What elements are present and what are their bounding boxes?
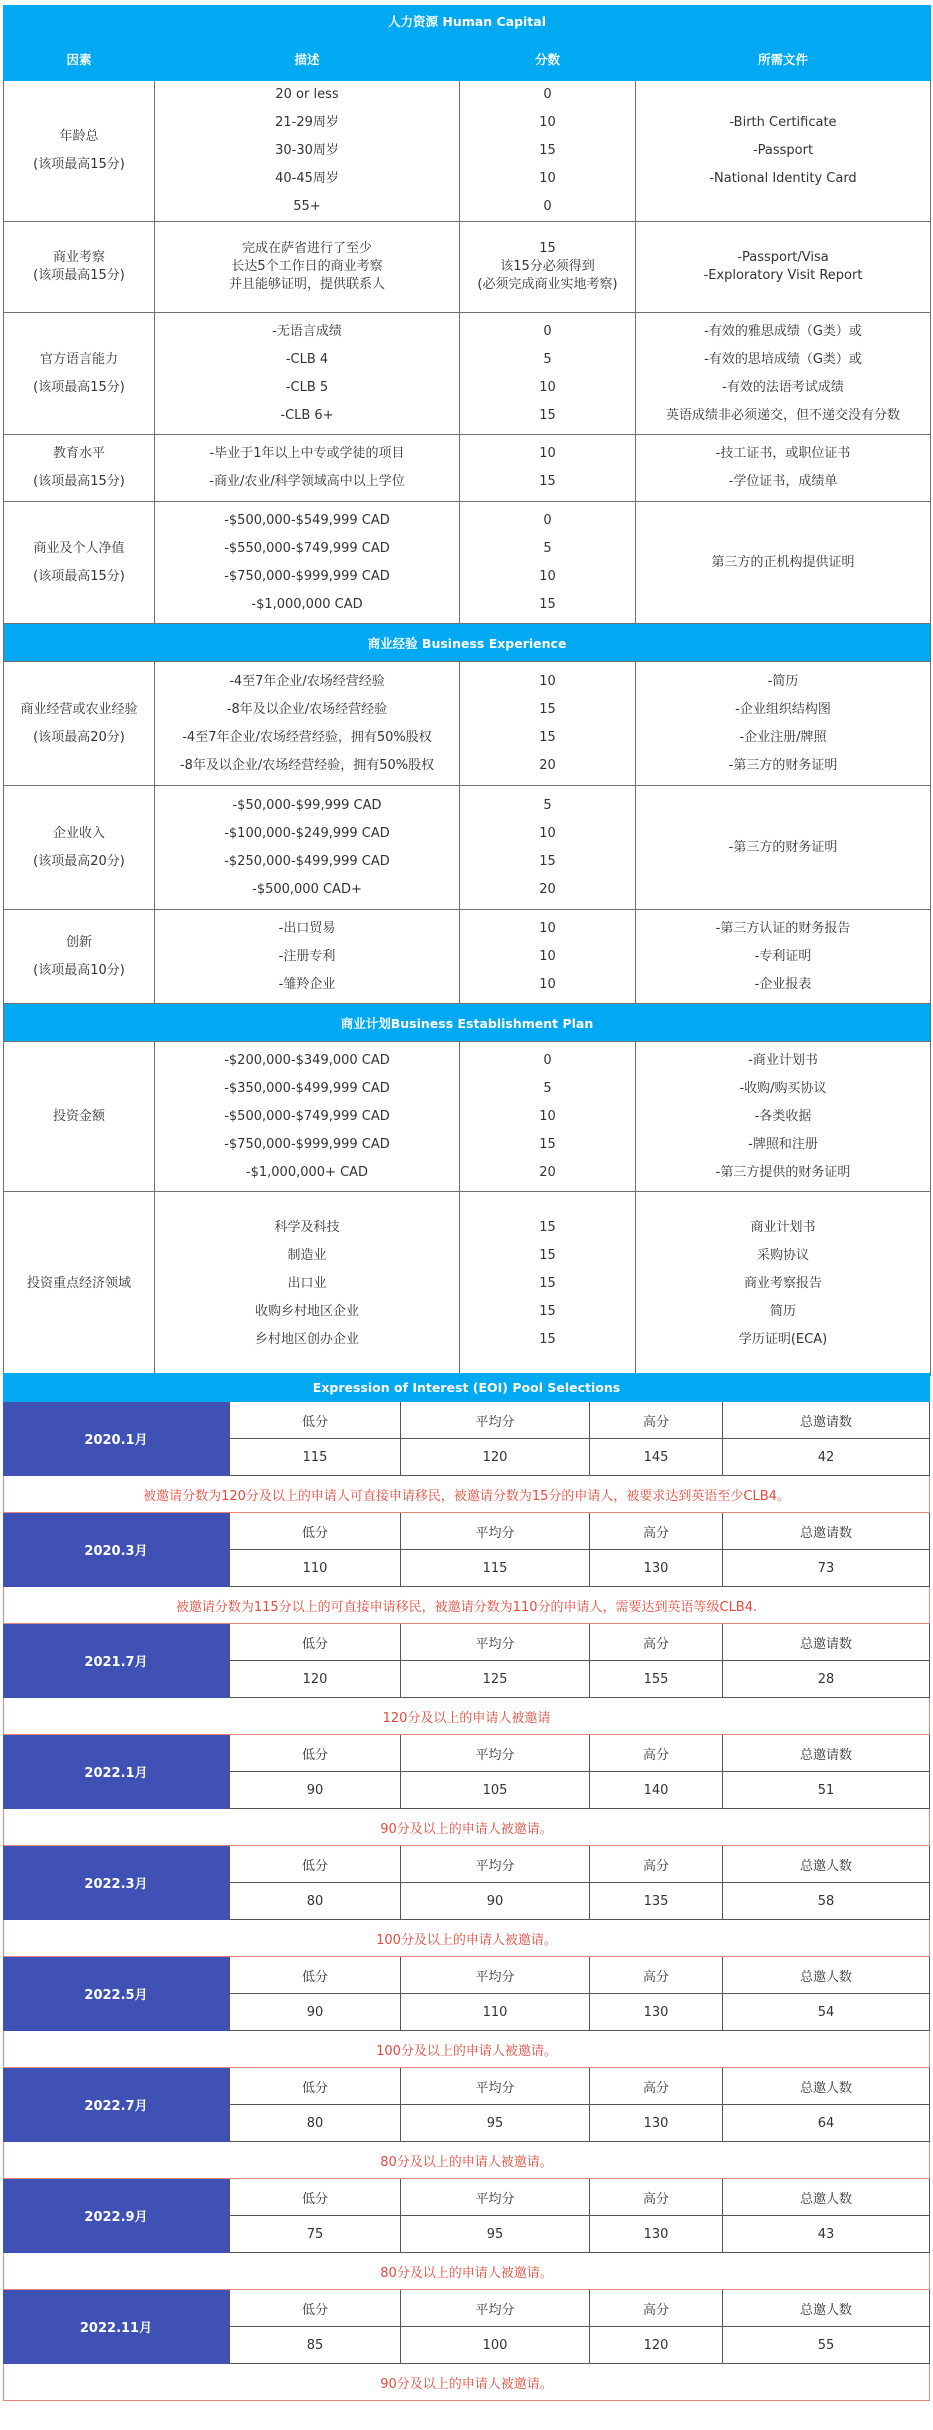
cell-line: -$500,000-$749,999 CAD (224, 1108, 390, 1124)
score-cell (460, 662, 636, 786)
description-cell (155, 662, 460, 786)
cell-line: 15 (539, 241, 556, 256)
round-note: 90分及以上的申请人被邀请。 (3, 2364, 930, 2401)
cell-line: -有效的思培成绩（G类）或 (704, 351, 862, 367)
stat-value: 125 (400, 1661, 589, 1698)
round-note: 80分及以上的申请人被邀请。 (3, 2142, 930, 2179)
cell-line: 年龄总 (59, 129, 99, 144)
eoi-round (3, 1735, 930, 1809)
eoi-round (3, 2179, 930, 2253)
stat-label: 平均分 (400, 1624, 589, 1661)
stat-label: 高分 (589, 1957, 722, 1994)
factor-cell (4, 81, 155, 222)
cell-line: 乡村地区创办企业 (254, 1331, 359, 1347)
cell-line: 15 (539, 1247, 556, 1263)
stat-value: 145 (589, 1439, 722, 1476)
round-date: 2022.11月 (3, 2290, 229, 2364)
cell-line: 15 (539, 474, 556, 489)
table-row (4, 81, 931, 222)
round-note: 100分及以上的申请人被邀请。 (3, 1920, 930, 1957)
header-score: 分数 (460, 37, 636, 81)
documents-cell (636, 910, 931, 1004)
cell-line: (该项最高15分) (33, 568, 125, 584)
stat-label: 平均分 (400, 1735, 589, 1772)
eoi-round (3, 2290, 930, 2364)
cell-line: 创新 (65, 934, 92, 950)
cell-line: (该项最高20分) (33, 729, 125, 745)
cell-line: 5 (543, 540, 552, 556)
stat-value: 85 (229, 2327, 400, 2364)
stat-value: 155 (589, 1661, 722, 1698)
cell-line: 商业及个人净值 (33, 540, 125, 556)
cell-line: 5 (543, 797, 552, 813)
cell-line: -企业注册/牌照 (739, 729, 827, 745)
points-table (3, 5, 931, 1376)
table-row (4, 435, 931, 502)
description-cell (155, 786, 460, 910)
documents-cell (636, 1042, 931, 1192)
stat-value: 105 (400, 1772, 589, 1809)
cell-line: 商业考察 (52, 250, 105, 265)
stat-value: 90 (229, 1994, 400, 2031)
cell-line: (该项最高15分) (33, 474, 125, 489)
cell-line: -学位证书，成绩单 (728, 474, 838, 489)
cell-line: 官方语言能力 (39, 351, 118, 367)
cell-line: 商业考察报告 (744, 1275, 823, 1291)
cell-line: 20 (539, 881, 556, 897)
stat-value: 115 (229, 1439, 400, 1476)
cell-line: -毕业于1年以上中专或学徒的项目 (209, 446, 405, 461)
table-row (4, 910, 931, 1004)
score-cell (460, 435, 636, 502)
cell-line: -$50,000-$99,999 CAD (232, 797, 382, 813)
cell-line: 10 (539, 948, 556, 964)
cell-line: 10 (539, 446, 556, 461)
stat-label: 高分 (589, 1735, 722, 1772)
cell-line: 采购协议 (757, 1247, 810, 1263)
cell-line: -$550,000-$749,999 CAD (224, 540, 390, 556)
description-cell (155, 1042, 460, 1192)
round-note: 90分及以上的申请人被邀请。 (3, 1809, 930, 1846)
stat-value: 95 (400, 2105, 589, 2142)
stat-value: 95 (400, 2216, 589, 2253)
stat-value: 54 (722, 1994, 930, 2031)
cell-line: 并且能够证明，提供联系人 (228, 277, 385, 292)
round-date: 2020.3月 (3, 1513, 229, 1587)
factor-cell (4, 435, 155, 502)
section-header (4, 624, 931, 662)
cell-line: 5 (543, 351, 552, 367)
cell-line: -$250,000-$499,999 CAD (224, 853, 390, 869)
stat-value: 75 (229, 2216, 400, 2253)
documents-cell (636, 1192, 931, 1376)
stat-label: 高分 (589, 1513, 722, 1550)
cell-line: -$100,000-$249,999 CAD (224, 825, 390, 841)
documents-cell (636, 81, 931, 222)
stat-value: 100 (400, 2327, 589, 2364)
cell-line: 21-29周岁 (275, 115, 339, 130)
cell-line: -CLB 4 (285, 351, 329, 367)
header-documents: 所需文件 (636, 37, 931, 81)
stat-value: 110 (400, 1994, 589, 2031)
cell-line: -第三方提供的财务证明 (715, 1164, 851, 1180)
factor-cell (4, 502, 155, 624)
cell-line: -企业组织结构图 (735, 701, 831, 717)
stat-label: 平均分 (400, 1957, 589, 1994)
cell-line: 出口业 (287, 1275, 327, 1291)
documents-cell (636, 435, 931, 502)
cell-line: -Passport (752, 143, 814, 158)
stat-label: 低分 (229, 2068, 400, 2105)
cell-line: 收购乡村地区企业 (254, 1303, 359, 1319)
section-title: 商业计划Business Establishment Plan (4, 1004, 931, 1042)
cell-line: (该项最高10分) (33, 962, 125, 978)
stat-value: 80 (229, 2105, 400, 2142)
score-cell (460, 1042, 636, 1192)
description-cell (155, 1192, 460, 1376)
stat-label: 高分 (589, 2068, 722, 2105)
description-cell (155, 435, 460, 502)
cell-line: 20 or less (275, 87, 339, 102)
documents-cell (636, 786, 931, 910)
cell-line: -8年及以企业/农场经营经验，拥有50%股权 (179, 757, 435, 773)
cell-line: 企业收入 (52, 825, 105, 841)
cell-line: 10 (539, 825, 556, 841)
stat-value: 120 (400, 1439, 589, 1476)
cell-line: 10 (539, 673, 556, 689)
stat-value: 64 (722, 2105, 930, 2142)
factor-cell (4, 222, 155, 313)
cell-line: 教育水平 (52, 446, 105, 461)
cell-line: -$750,000-$999,999 CAD (224, 1136, 390, 1152)
cell-line: -CLB 6+ (280, 407, 334, 423)
stat-value: 130 (589, 2105, 722, 2142)
cell-line: 10 (539, 976, 556, 992)
cell-line: -$1,000,000 CAD (251, 596, 363, 612)
cell-line: 20 (539, 757, 556, 773)
cell-line: 0 (543, 512, 552, 528)
cell-line: -各类收据 (754, 1108, 812, 1124)
description-cell (155, 502, 460, 624)
eoi-round (3, 1513, 930, 1587)
cell-line: 15 (539, 729, 556, 745)
cell-line: -无语言成绩 (272, 323, 342, 339)
stat-label: 总邀人数 (722, 2179, 930, 2216)
stat-label: 低分 (229, 1846, 400, 1883)
stat-value: 90 (229, 1772, 400, 1809)
stat-label: 总邀人数 (722, 1957, 930, 1994)
stat-value: 80 (229, 1883, 400, 1920)
documents-cell (636, 662, 931, 786)
cell-line: -8年及以企业/农场经营经验 (226, 701, 388, 717)
cell-line: 英语成绩非必须递交，但不递交没有分数 (666, 407, 901, 423)
description-cell (155, 222, 460, 313)
cell-line: 5 (543, 1080, 552, 1096)
cell-line: -商业计划书 (748, 1052, 818, 1068)
stat-label: 低分 (229, 1402, 400, 1439)
cell-line: -第三方的财务证明 (728, 839, 838, 855)
cell-line: 简历 (770, 1303, 797, 1319)
cell-line: 10 (539, 1108, 556, 1124)
stat-value: 73 (722, 1550, 930, 1587)
table-row (4, 313, 931, 435)
stat-label: 高分 (589, 1846, 722, 1883)
cell-line: -有效的法语考试成绩 (722, 379, 844, 395)
cell-line: 20 (539, 1164, 556, 1180)
cell-line: 0 (543, 87, 552, 102)
cell-line: 商业经营或农业经验 (20, 701, 138, 717)
score-cell (460, 502, 636, 624)
table-row (4, 662, 931, 786)
cell-line: -$1,000,000+ CAD (245, 1164, 369, 1180)
stat-value: 130 (589, 1550, 722, 1587)
eoi-title: Expression of Interest (EOI) Pool Selections (3, 1373, 930, 1402)
cell-line: 55+ (293, 199, 321, 214)
documents-cell (636, 222, 931, 313)
stat-value: 115 (400, 1550, 589, 1587)
stat-value: 120 (229, 1661, 400, 1698)
score-cell (460, 313, 636, 435)
stat-label: 平均分 (400, 2068, 589, 2105)
section-header (4, 1004, 931, 1042)
cell-line: 该15分必须得到 (500, 259, 595, 274)
cell-line: -Passport/Visa (737, 250, 829, 265)
cell-line: 第三方的正机构提供证明 (711, 554, 855, 570)
score-cell (460, 81, 636, 222)
stat-value: 51 (722, 1772, 930, 1809)
cell-line: -注册专利 (278, 948, 336, 964)
stat-value: 58 (722, 1883, 930, 1920)
cell-line: 15 (539, 1136, 556, 1152)
stat-label: 平均分 (400, 1402, 589, 1439)
cell-line: -Exploratory Visit Report (703, 268, 863, 283)
cell-line: 长达5个工作日的商业考察 (231, 259, 383, 274)
table-row (4, 786, 931, 910)
table-row (4, 502, 931, 624)
round-note: 120分及以上的申请人被邀请 (3, 1698, 930, 1735)
eoi-round (3, 1624, 930, 1698)
eoi-round (3, 1957, 930, 2031)
cell-line: -第三方的财务证明 (728, 757, 838, 773)
cell-line: -$500,000-$549,999 CAD (224, 512, 390, 528)
cell-line: 15 (539, 701, 556, 717)
cell-line: 制造业 (287, 1247, 327, 1263)
cell-line: -简历 (767, 673, 799, 689)
stat-label: 高分 (589, 1402, 722, 1439)
cell-line: -雏羚企业 (278, 976, 336, 992)
stat-label: 总邀人数 (722, 2068, 930, 2105)
eoi-round (3, 1402, 930, 1476)
cell-line: -专利证明 (754, 948, 812, 964)
cell-line: 10 (539, 568, 556, 584)
stat-label: 总邀请数 (722, 1402, 930, 1439)
stat-label: 总邀请数 (722, 1513, 930, 1550)
cell-line: -收购/购买协议 (739, 1080, 827, 1096)
stat-label: 高分 (589, 2290, 722, 2327)
round-date: 2020.1月 (3, 1402, 229, 1476)
eoi-round (3, 2068, 930, 2142)
cell-line: 15 (539, 853, 556, 869)
cell-line: 30-30周岁 (275, 143, 339, 158)
cell-line: 投资重点经济领域 (26, 1275, 131, 1291)
table-title: 人力资源 Human Capital (4, 6, 931, 37)
stat-label: 总邀人数 (722, 1846, 930, 1883)
cell-line: 10 (539, 115, 556, 130)
cell-line: (该项最高15分) (33, 268, 125, 283)
table-row (4, 1192, 931, 1376)
table-row (4, 222, 931, 313)
stat-label: 总邀请数 (722, 1624, 930, 1661)
stat-label: 低分 (229, 2179, 400, 2216)
cell-line: -Birth Certificate (729, 115, 837, 130)
description-cell (155, 313, 460, 435)
factor-cell (4, 786, 155, 910)
cell-line: -商业/农业/科学领域高中以上学位 (209, 474, 405, 489)
description-cell (155, 910, 460, 1004)
stat-value: 140 (589, 1772, 722, 1809)
cell-line: (该项最高20分) (33, 853, 125, 869)
cell-line: -第三方认证的财务报告 (715, 920, 851, 936)
round-note: 80分及以上的申请人被邀请。 (3, 2253, 930, 2290)
stat-value: 130 (589, 1994, 722, 2031)
stat-value: 120 (589, 2327, 722, 2364)
cell-line: -有效的雅思成绩（G类）或 (704, 323, 862, 339)
factor-cell (4, 662, 155, 786)
stat-label: 总邀人数 (722, 2290, 930, 2327)
cell-line: (该项最高15分) (33, 379, 125, 395)
cell-line: 40-45周岁 (275, 171, 339, 186)
round-date: 2022.7月 (3, 2068, 229, 2142)
cell-line: 15 (539, 596, 556, 612)
cell-line: -4至7年企业/农场经营经验，拥有50%股权 (182, 729, 432, 745)
cell-line: 10 (539, 379, 556, 395)
cell-line: 0 (543, 199, 552, 214)
factor-cell (4, 313, 155, 435)
stat-value: 55 (722, 2327, 930, 2364)
stat-value: 135 (589, 1883, 722, 1920)
round-date: 2022.9月 (3, 2179, 229, 2253)
cell-line: -$500,000 CAD+ (252, 881, 362, 897)
score-cell (460, 786, 636, 910)
stat-label: 低分 (229, 1735, 400, 1772)
cell-line: 15 (539, 143, 556, 158)
stat-label: 平均分 (400, 2179, 589, 2216)
stat-value: 130 (589, 2216, 722, 2253)
cell-line: 15 (539, 1275, 556, 1291)
documents-cell (636, 502, 931, 624)
stat-label: 平均分 (400, 1846, 589, 1883)
stat-value: 43 (722, 2216, 930, 2253)
cell-line: 0 (543, 1052, 552, 1068)
cell-line: 15 (539, 1219, 556, 1235)
stat-label: 高分 (589, 1624, 722, 1661)
cell-line: -牌照和注册 (748, 1136, 818, 1152)
stat-value: 28 (722, 1661, 930, 1698)
cell-line: -企业报表 (754, 976, 812, 992)
round-date: 2021.7月 (3, 1624, 229, 1698)
cell-line: 15 (539, 407, 556, 423)
cell-line: 15 (539, 1303, 556, 1319)
cell-line: -National Identity Card (709, 171, 857, 186)
cell-line: -CLB 5 (285, 379, 329, 395)
stat-label: 平均分 (400, 1513, 589, 1550)
eoi-round (3, 1846, 930, 1920)
cell-line: -$750,000-$999,999 CAD (224, 568, 390, 584)
cell-line: 科学及科技 (274, 1219, 340, 1235)
score-cell (460, 222, 636, 313)
description-cell (155, 81, 460, 222)
header-factor: 因素 (4, 37, 155, 81)
cell-line: -4至7年企业/农场经营经验 (229, 673, 385, 689)
cell-line: -$350,000-$499,999 CAD (224, 1080, 390, 1096)
round-note: 被邀请分数为115分以上的可直接申请移民，被邀请分数为110分的申请人，需要达到英语等级CLB4. (3, 1587, 930, 1624)
cell-line: (必须完成商业实地考察) (477, 277, 618, 292)
factor-cell (4, 1192, 155, 1376)
cell-line: 学历证明(ECA) (738, 1331, 828, 1347)
stat-label: 高分 (589, 2179, 722, 2216)
round-note: 100分及以上的申请人被邀请。 (3, 2031, 930, 2068)
round-date: 2022.5月 (3, 1957, 229, 2031)
stat-label: 低分 (229, 2290, 400, 2327)
documents-cell (636, 313, 931, 435)
cell-line: -技工证书，或职位证书 (715, 446, 851, 461)
round-date: 2022.1月 (3, 1735, 229, 1809)
cell-line: -出口贸易 (278, 920, 336, 936)
cell-line: 10 (539, 171, 556, 186)
stat-value: 90 (400, 1883, 589, 1920)
cell-line: (该项最高15分) (33, 157, 125, 172)
header-description: 描述 (155, 37, 460, 81)
cell-line: 0 (543, 323, 552, 339)
eoi-table (3, 1373, 930, 2401)
cell-line: -$200,000-$349,000 CAD (224, 1052, 390, 1068)
stat-value: 110 (229, 1550, 400, 1587)
cell-line: 15 (539, 1331, 556, 1347)
cell-line: 商业计划书 (750, 1219, 816, 1235)
cell-line: 10 (539, 920, 556, 936)
cell-line: 投资金额 (52, 1108, 105, 1124)
cell-line: 完成在萨省进行了至少 (241, 241, 372, 256)
round-note: 被邀请分数为120分及以上的申请人可直接申请移民，被邀请分数为15分的申请人，被要求达到英语至少CLB4。 (3, 1476, 930, 1513)
factor-cell (4, 1042, 155, 1192)
score-cell (460, 910, 636, 1004)
stat-label: 总邀请数 (722, 1735, 930, 1772)
stat-label: 低分 (229, 1957, 400, 1994)
stat-label: 低分 (229, 1513, 400, 1550)
stat-label: 低分 (229, 1624, 400, 1661)
stat-label: 平均分 (400, 2290, 589, 2327)
table-row (4, 1042, 931, 1192)
section-title: 商业经验 Business Experience (4, 624, 931, 662)
factor-cell (4, 910, 155, 1004)
score-cell (460, 1192, 636, 1376)
round-date: 2022.3月 (3, 1846, 229, 1920)
stat-value: 42 (722, 1439, 930, 1476)
